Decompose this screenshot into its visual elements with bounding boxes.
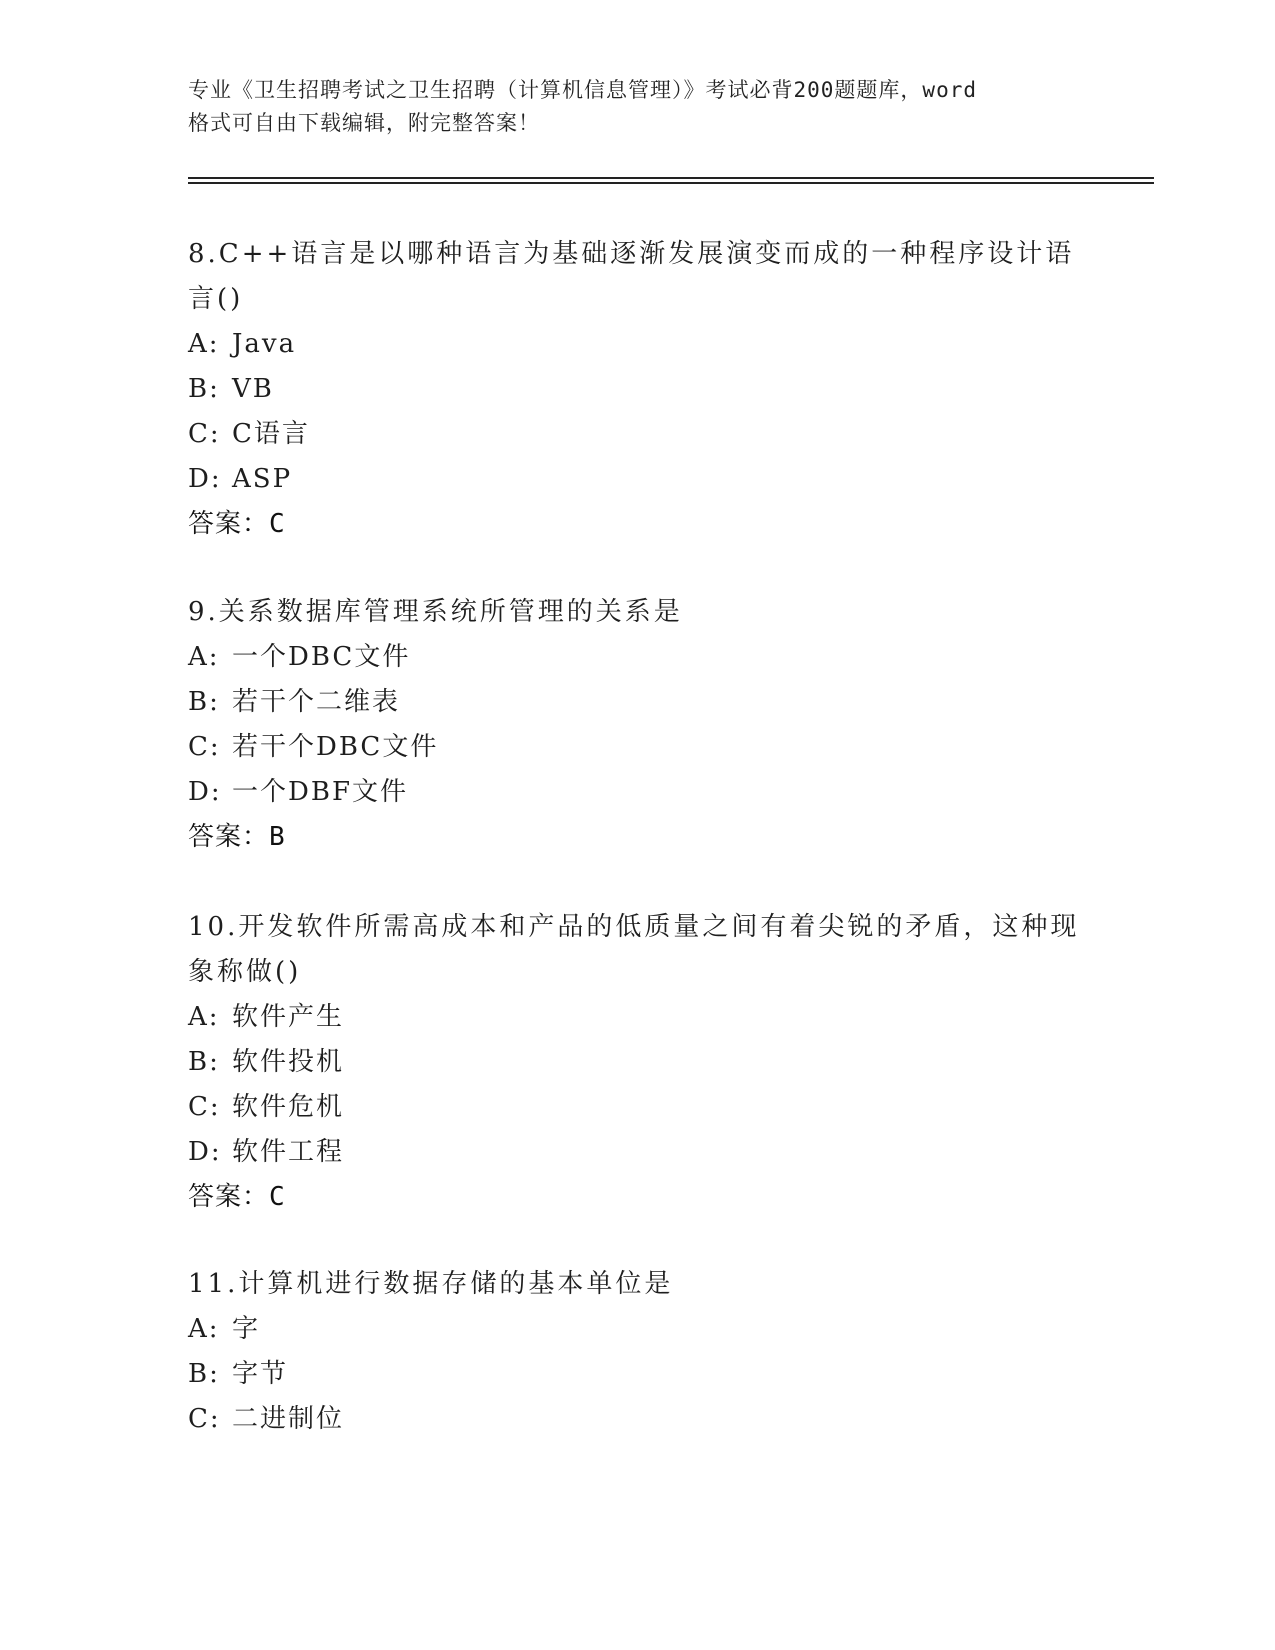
document-header [188, 74, 1088, 140]
option-c: C: 软件危机 [188, 1092, 345, 1122]
option-c: C: C语言 [188, 419, 310, 449]
answer-label: 答案：C [188, 509, 286, 539]
option-b: B: VB [188, 374, 274, 404]
question-stem: 8.C++语言是以哪种语言为基础逐渐发展演变而成的一种程序设计语言() [188, 239, 1075, 314]
header-line-1: 专业《卫生招聘考试之卫生招聘（计算机信息管理）》考试必背200题题库，word [188, 78, 977, 102]
option-a: A: 软件产生 [188, 1002, 345, 1032]
option-d: D: 一个DBF文件 [188, 777, 408, 807]
option-c: C: 若干个DBC文件 [188, 732, 439, 762]
question-8 [188, 232, 1088, 547]
option-a: A: Java [188, 329, 297, 359]
answer-label: 答案：B [188, 822, 286, 852]
header-divider-bottom [188, 182, 1154, 184]
option-b: B: 字节 [188, 1359, 289, 1389]
header-line-2: 格式可自由下载编辑，附完整答案！ [188, 111, 540, 135]
option-b: B: 软件投机 [188, 1047, 345, 1077]
option-a: A: 字 [188, 1314, 261, 1344]
question-11 [188, 1262, 1088, 1442]
option-c: C: 二进制位 [188, 1404, 345, 1434]
option-d: D: ASP [188, 464, 293, 494]
option-a: A: 一个DBC文件 [188, 642, 411, 672]
header-divider-top [188, 177, 1154, 179]
question-stem: 10.开发软件所需高成本和产品的低质量之间有着尖锐的矛盾，这种现象称做() [188, 912, 1080, 987]
question-stem: 11.计算机进行数据存储的基本单位是 [188, 1269, 674, 1299]
question-stem: 9.关系数据库管理系统所管理的关系是 [188, 597, 683, 627]
option-d: D: 软件工程 [188, 1137, 345, 1167]
question-9 [188, 590, 1088, 860]
question-10 [188, 905, 1088, 1220]
option-b: B: 若干个二维表 [188, 687, 401, 717]
answer-label: 答案：C [188, 1182, 286, 1212]
